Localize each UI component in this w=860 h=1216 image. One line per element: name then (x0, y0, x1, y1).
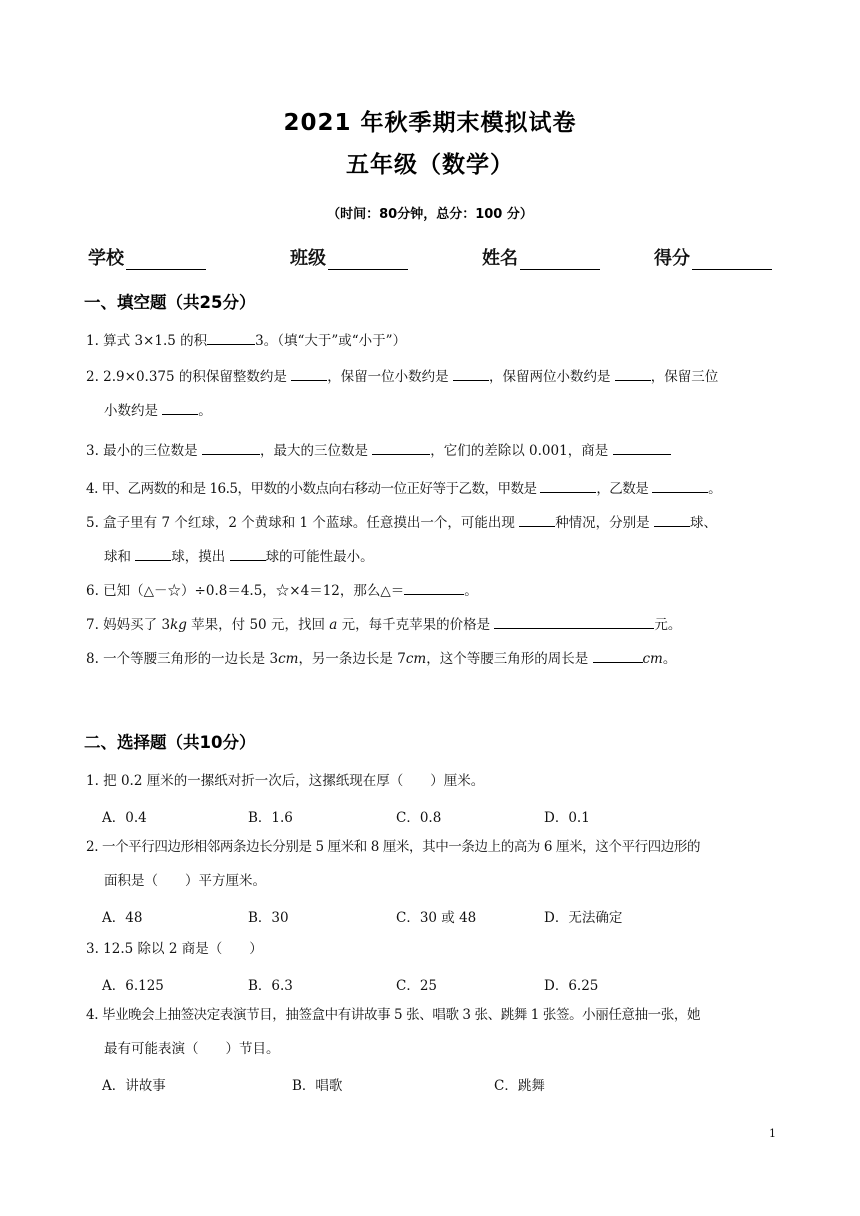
fill-question-7: 7. 妈妈买了 3kg 苹果，付 50 元，找回 a 元，每千克苹果的价格是 元。 (86, 614, 786, 634)
option-c[interactable]: C．30 或 48 (396, 910, 477, 926)
option-a[interactable]: A．6.125 (102, 978, 164, 994)
option-c[interactable]: C．0.8 (396, 810, 442, 826)
exam-subtitle: 五年级（数学） (346, 152, 514, 178)
fill-question-2-cont: 小数约是 。 (104, 400, 804, 420)
school-label: 学校 (88, 248, 124, 269)
class-field[interactable] (290, 244, 408, 270)
fill-question-4: 4. 甲、乙两数的和是 16.5，甲数的小数点向右移动一位正好等于乙数，甲数是 ，乙数是 。 (86, 478, 786, 498)
school-field[interactable] (88, 244, 206, 270)
fill-question-6: 6. 已知（△－☆）÷0.8＝4.5，☆×4＝12，那么△＝ 。 (86, 580, 786, 600)
score-field[interactable] (654, 244, 772, 270)
time-info: （时间：80分钟，总分：100 分） (327, 207, 533, 222)
choice-question-2: 2. 一个平行四边形相邻两条边长分别是 5 厘米和 8 厘米，其中一条边上的高为 6 厘米，这个平行四边形的 (86, 839, 701, 855)
name-label: 姓名 (482, 248, 518, 269)
option-a[interactable]: A．0.4 (102, 810, 147, 826)
fill-question-8: 8. 一个等腰三角形的一边长是 3cm，另一条边长是 7cm，这个等腰三角形的周长是 cm。 (86, 648, 786, 668)
fill-question-3: 3. 最小的三位数是 ，最大的三位数是 ，它们的差除以 0.001，商是 (86, 440, 786, 460)
name-field[interactable] (482, 244, 600, 270)
answer-blank[interactable] (540, 478, 596, 493)
class-blank[interactable] (328, 249, 408, 270)
option-b[interactable]: B．1.6 (248, 810, 293, 826)
score-label: 得分 (654, 248, 690, 269)
choice-question-3: 3. 12.5 除以 2 商是（ ） (86, 941, 263, 957)
option-d[interactable]: D．6.25 (544, 978, 599, 994)
answer-blank[interactable] (494, 614, 654, 629)
option-a[interactable]: A．48 (102, 910, 143, 926)
class-label: 班级 (290, 248, 326, 269)
choice-question-4: 4. 毕业晚会上抽签决定表演节目，抽签盒中有讲故事 5 张、唱歌 3 张、跳舞 1 张签。小丽任意抽一张，她 (86, 1007, 701, 1023)
exam-title: 2021 年秋季期末模拟试卷 (283, 110, 577, 136)
option-b[interactable]: B．唱歌 (292, 1078, 343, 1094)
answer-blank[interactable] (613, 440, 671, 455)
answer-blank[interactable] (207, 330, 255, 345)
score-blank[interactable] (692, 249, 772, 270)
answer-blank[interactable] (654, 512, 690, 527)
name-blank[interactable] (520, 249, 600, 270)
fill-question-5-cont: 球和 球，摸出 球的可能性最小。 (104, 546, 804, 566)
answer-blank[interactable] (230, 546, 266, 561)
option-d[interactable]: D．0.1 (544, 810, 590, 826)
school-blank[interactable] (126, 249, 206, 270)
section1-heading: 一、填空题（共25分） (84, 293, 256, 312)
option-a[interactable]: A．讲故事 (102, 1078, 166, 1094)
answer-blank[interactable] (404, 580, 464, 595)
option-c[interactable]: C．跳舞 (494, 1078, 545, 1094)
answer-blank[interactable] (372, 440, 430, 455)
option-b[interactable]: B．30 (248, 910, 289, 926)
option-b[interactable]: B．6.3 (248, 978, 293, 994)
choice-question-2-cont: 面积是（ ）平方厘米。 (104, 873, 266, 889)
info-line (0, 240, 860, 270)
answer-blank[interactable] (615, 366, 651, 381)
choice-question-4-cont: 最有可能表演（ ）节目。 (104, 1041, 280, 1057)
answer-blank[interactable] (652, 478, 708, 493)
section2-heading: 二、选择题（共10分） (84, 733, 256, 752)
answer-blank[interactable] (291, 366, 327, 381)
answer-blank[interactable] (135, 546, 171, 561)
page-number: 1 (769, 1127, 776, 1140)
choice-question-1: 1. 把 0.2 厘米的一摞纸对折一次后，这摞纸现在厚（ ）厘米。 (86, 773, 485, 789)
option-c[interactable]: C．25 (396, 978, 438, 994)
answer-blank[interactable] (202, 440, 260, 455)
option-d[interactable]: D．无法确定 (544, 910, 623, 926)
fill-question-5: 5. 盒子里有 7 个红球，2 个黄球和 1 个蓝球。任意摸出一个，可能出现 种情况，分别是 球、 (86, 512, 786, 532)
answer-blank[interactable] (162, 400, 198, 415)
answer-blank[interactable] (519, 512, 555, 527)
answer-blank[interactable] (453, 366, 489, 381)
fill-question-2: 2. 2.9×0.375 的积保留整数约是 ，保留一位小数约是 ，保留两位小数约是 ，保留三位 (86, 366, 786, 386)
answer-blank[interactable] (593, 648, 643, 663)
fill-question-1: 1. 算式 3×1.5 的积 3。（填“大于”或“小于”） (86, 330, 786, 350)
